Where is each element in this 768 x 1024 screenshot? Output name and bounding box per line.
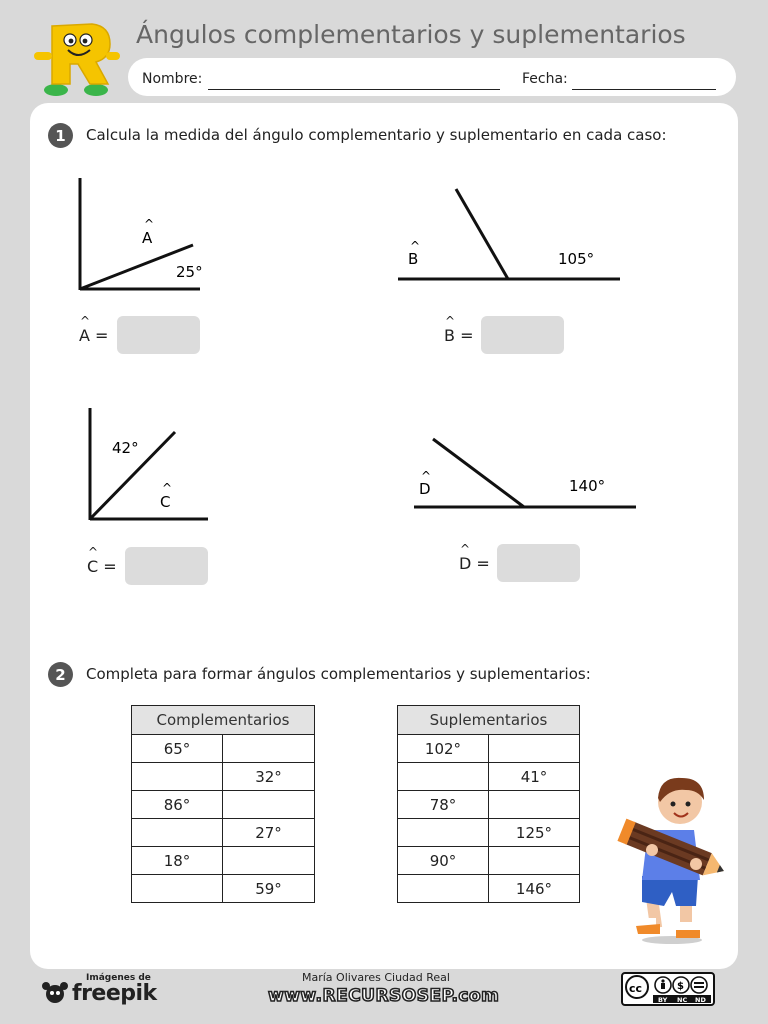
complementarios-header: Complementarios — [132, 706, 315, 735]
hat-d: ^ — [421, 469, 432, 483]
page-title: Ángulos complementarios y suplementarios — [136, 20, 686, 49]
name-line[interactable] — [208, 89, 500, 90]
supl-cell[interactable] — [398, 763, 489, 791]
supl-cell[interactable] — [489, 735, 580, 763]
supl-cell[interactable] — [489, 791, 580, 819]
comp-cell[interactable]: 27° — [223, 819, 315, 847]
comp-cell[interactable]: 18° — [132, 847, 223, 875]
answer-box-d[interactable] — [497, 544, 580, 582]
section-2-number: 2 — [48, 662, 73, 687]
svg-text:$: $ — [677, 981, 684, 992]
label-a: A — [142, 229, 153, 247]
angle-figure-d — [405, 430, 645, 520]
section-1-number: 1 — [48, 123, 73, 148]
table-row — [132, 763, 315, 791]
comp-cell[interactable] — [132, 875, 223, 903]
freepik-logo-icon — [40, 980, 70, 1004]
comp-cell[interactable]: 65° — [132, 735, 223, 763]
eq-hat-b: ^ — [445, 314, 456, 328]
date-label: Fecha: — [522, 71, 568, 87]
section-2-instruction: Completa para formar ángulos complementarios y suplementarios: — [86, 665, 591, 683]
table-row — [132, 819, 315, 847]
table-row — [398, 763, 580, 791]
equation-d: D = — [459, 554, 490, 573]
comp-cell[interactable]: 86° — [132, 791, 223, 819]
comp-cell[interactable] — [223, 847, 315, 875]
freepik-brand: freepik — [72, 981, 157, 1006]
angle-figure-b — [390, 180, 630, 290]
cc-nd-label: ND — [695, 996, 706, 1004]
supl-cell[interactable]: 90° — [398, 847, 489, 875]
table-row — [398, 875, 580, 903]
supl-cell[interactable] — [489, 847, 580, 875]
author-credit: María Olivares Ciudad Real — [302, 971, 450, 984]
cc-nc-label: NC — [677, 996, 688, 1004]
comp-cell[interactable]: 59° — [223, 875, 315, 903]
answer-box-c[interactable] — [125, 547, 208, 585]
comp-cell[interactable] — [223, 791, 315, 819]
complementarios-table — [131, 705, 315, 903]
answer-box-a[interactable] — [117, 316, 200, 354]
table-row — [132, 791, 315, 819]
hat-b: ^ — [410, 239, 421, 253]
eq-hat-d: ^ — [460, 542, 471, 556]
table-row — [132, 847, 315, 875]
table-row — [398, 819, 580, 847]
supl-cell[interactable]: 78° — [398, 791, 489, 819]
supl-cell[interactable]: 125° — [489, 819, 580, 847]
table-row — [132, 735, 315, 763]
equation-c: C = — [87, 557, 117, 576]
label-c: C — [160, 493, 171, 511]
hat-c: ^ — [162, 481, 173, 495]
eq-hat-c: ^ — [88, 545, 99, 559]
angle-value-b: 105° — [558, 250, 595, 268]
eq-hat-a: ^ — [80, 314, 91, 328]
freepik-caption: Imágenes de — [86, 973, 151, 983]
recursosep-logo — [30, 18, 122, 98]
nd-icon — [691, 977, 707, 993]
label-d: D — [419, 480, 431, 498]
suplementarios-header: Suplementarios — [398, 706, 580, 735]
hat-a: ^ — [144, 217, 155, 231]
angle-value-a: 25° — [176, 263, 203, 281]
answer-box-b[interactable] — [481, 316, 564, 354]
equation-b: B = — [444, 326, 474, 345]
table-row — [132, 875, 315, 903]
site-url[interactable]: www.RECURSOSEP.com — [268, 986, 500, 1006]
boy-with-pencil-illustration — [612, 768, 736, 948]
name-date-bar — [128, 58, 736, 96]
angle-figure-c — [70, 400, 220, 530]
equation-a: A = — [79, 326, 109, 345]
date-line[interactable] — [572, 89, 716, 90]
supl-cell[interactable]: 102° — [398, 735, 489, 763]
supl-cell[interactable]: 146° — [489, 875, 580, 903]
label-b: B — [408, 250, 419, 268]
table-row — [398, 847, 580, 875]
comp-cell[interactable] — [132, 819, 223, 847]
creative-commons-badge — [621, 972, 715, 1006]
name-label: Nombre: — [142, 71, 203, 87]
supl-cell[interactable] — [398, 875, 489, 903]
table-row — [398, 791, 580, 819]
table-row — [398, 735, 580, 763]
suplementarios-table — [397, 705, 580, 903]
angle-value-d: 140° — [569, 477, 606, 495]
supl-cell[interactable]: 41° — [489, 763, 580, 791]
comp-cell[interactable]: 32° — [223, 763, 315, 791]
cc-by-label: BY — [658, 996, 668, 1004]
section-1-instruction: Calcula la medida del ángulo complementario y suplementario en cada caso: — [86, 126, 667, 144]
supl-cell[interactable] — [398, 819, 489, 847]
cc-mark: cc — [629, 982, 643, 995]
comp-cell[interactable] — [132, 763, 223, 791]
comp-cell[interactable] — [223, 735, 315, 763]
angle-figure-a — [60, 170, 220, 300]
angle-value-c: 42° — [112, 439, 139, 457]
